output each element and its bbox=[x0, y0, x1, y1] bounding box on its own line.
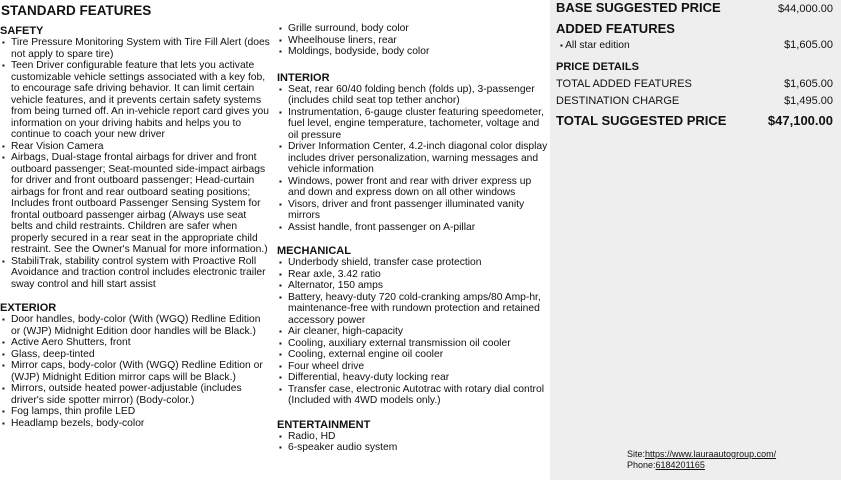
total-added-label: TOTAL ADDED FEATURES bbox=[556, 78, 692, 90]
list-item: ▪ Moldings, bodyside, body color bbox=[277, 46, 549, 58]
section-exterior bbox=[0, 302, 270, 429]
list-item: ▪ Four wheel drive bbox=[277, 361, 549, 373]
list-item: ▪ StabiliTrak, stability control system with Proactive Roll Avoidance and traction control includes electronic trailer sway control and hill start assist bbox=[0, 256, 270, 291]
feature-list bbox=[0, 37, 270, 290]
price-details-title: PRICE DETAILS bbox=[556, 61, 639, 73]
list-item: ▪ Tire Pressure Monitoring System with Tire Fill Alert (does not apply to spare tire) bbox=[0, 37, 270, 60]
added-item-row bbox=[556, 39, 833, 51]
list-item: ▪ 6-speaker audio system bbox=[277, 442, 549, 454]
list-item: ▪ Rear axle, 3.42 ratio bbox=[277, 269, 549, 281]
added-item-label: ▪ All star edition bbox=[556, 40, 630, 51]
section-title: EXTERIOR bbox=[0, 302, 57, 314]
pricing-panel bbox=[550, 0, 841, 480]
list-item: ▪ Cooling, auxiliary external transmission oil cooler bbox=[277, 338, 549, 350]
total-price-label: TOTAL SUGGESTED PRICE bbox=[556, 113, 727, 128]
list-item: ▪ Airbags, Dual-stage frontal airbags for driver and front outboard passenger; Seat-mounted side-impact airbags for driver and front outboard passenger; Head-curtain airbags for front and rear outboard seating positions; Includes front outboard Passenger Sensing System for frontal outboard passenger airbag (Always use seat belts and child restraints. Children are safer when properly secured in a rear seat in the appropriate child restraint. See the Owner's Manual for more information.) bbox=[0, 152, 270, 256]
price-details-heading bbox=[556, 61, 833, 73]
destination-row bbox=[556, 95, 833, 107]
section-title: ENTERTAINMENT bbox=[277, 418, 371, 431]
list-item: ▪ Glass, deep-tinted bbox=[0, 349, 270, 361]
list-item: ▪ Windows, power front and rear with driver express up and down and express down on all other windows bbox=[277, 176, 549, 199]
added-features-heading bbox=[556, 21, 833, 36]
total-added-value: $1,605.00 bbox=[784, 78, 833, 90]
list-item: ▪ Door handles, body-color (With (WGQ) Redline Edition or (WJP) Midnight Edition door handles will be Black.) bbox=[0, 314, 270, 337]
total-price-row bbox=[556, 113, 833, 128]
site-line bbox=[627, 449, 776, 459]
list-item: ▪ Teen Driver configurable feature that lets you activate customizable vehicle settings associated with a key fob, to encourage safe driving behavior. It can limit certain vehicle features, and it prevents certain safety systems from being turned off. An in-vehicle report card gives you information on your driving habits and helps you to continue to coach your new driver bbox=[0, 60, 270, 141]
list-item: ▪ Fog lamps, thin profile LED bbox=[0, 406, 270, 418]
site-label: Site: bbox=[627, 449, 646, 459]
site-link[interactable]: https://www.lauraautogroup.com/ bbox=[645, 449, 777, 459]
feature-list bbox=[277, 257, 549, 407]
list-item: ▪ Active Aero Shutters, front bbox=[0, 337, 270, 349]
list-item: ▪ Wheelhouse liners, rear bbox=[277, 35, 549, 47]
section-title: INTERIOR bbox=[277, 71, 330, 84]
section-title: SAFETY bbox=[0, 25, 44, 37]
middle-column bbox=[277, 0, 549, 454]
list-item: ▪ Mirror caps, body-color (With (WGQ) Redline Edition or (WJP) Midnight Edition mirror caps will be Black.) bbox=[0, 360, 270, 383]
list-item: ▪ Assist handle, front passenger on A-pillar bbox=[277, 222, 549, 234]
feature-list bbox=[277, 84, 549, 234]
base-price-value: $44,000.00 bbox=[777, 3, 833, 15]
base-price-row bbox=[556, 0, 833, 15]
destination-value: $1,495.00 bbox=[784, 95, 833, 107]
list-item: ▪ Grille surround, body color bbox=[277, 23, 549, 35]
list-item: ▪ Transfer case, electronic Autotrac with rotary dial control (Included with 4WD models only.) bbox=[277, 384, 549, 407]
section-title: MECHANICAL bbox=[277, 245, 351, 257]
section-mechanical bbox=[277, 245, 549, 407]
list-item: ▪ Battery, heavy-duty 720 cold-cranking amps/80 Amp-hr, maintenance-free with rundown protection and retained accessory power bbox=[277, 292, 549, 327]
list-item: ▪ Headlamp bezels, body-color bbox=[0, 418, 270, 430]
feature-list bbox=[0, 314, 270, 429]
base-price-label: BASE SUGGESTED PRICE bbox=[556, 0, 721, 15]
list-item: ▪ Driver Information Center, 4.2-inch diagonal color display includes driver personalization, warning messages and vehicle information bbox=[277, 141, 549, 176]
list-item: ▪ Visors, driver and front passenger illuminated vanity mirrors bbox=[277, 199, 549, 222]
destination-label: DESTINATION CHARGE bbox=[556, 95, 680, 107]
section-entertainment bbox=[277, 419, 549, 454]
phone-link[interactable]: 6184201165 bbox=[655, 460, 705, 470]
list-item: ▪ Instrumentation, 6-gauge cluster featuring speedometer, fuel level, engine temperature, tachometer, voltage and oil pressure bbox=[277, 107, 549, 142]
feature-list-continued bbox=[277, 23, 549, 58]
list-item: ▪ Differential, heavy-duty locking rear bbox=[277, 372, 549, 384]
section-interior bbox=[277, 72, 549, 234]
list-item: ▪ Rear Vision Camera bbox=[0, 141, 270, 153]
list-item: ▪ Mirrors, outside heated power-adjustable (includes driver's side spotter mirror) (Body-color.) bbox=[0, 383, 270, 406]
list-item: ▪ Radio, HD bbox=[277, 431, 549, 443]
phone-label: Phone: bbox=[627, 460, 656, 470]
list-item: ▪ Cooling, external engine oil cooler bbox=[277, 349, 549, 361]
left-column bbox=[0, 0, 270, 429]
added-item-value: $1,605.00 bbox=[784, 39, 833, 51]
list-item: ▪ Air cleaner, high-capacity bbox=[277, 326, 549, 338]
section-safety bbox=[0, 25, 270, 290]
list-item: ▪ Underbody shield, transfer case protection bbox=[277, 257, 549, 269]
total-added-row bbox=[556, 78, 833, 90]
phone-line bbox=[627, 460, 705, 470]
list-item: ▪ Alternator, 150 amps bbox=[277, 280, 549, 292]
total-price-value: $47,100.00 bbox=[767, 113, 833, 128]
added-features-title: ADDED FEATURES bbox=[556, 21, 675, 36]
standard-features-title: STANDARD FEATURES bbox=[1, 3, 152, 18]
feature-list bbox=[277, 431, 549, 454]
list-item: ▪ Seat, rear 60/40 folding bench (folds up), 3-passenger (includes child seat top tether anchor) bbox=[277, 84, 549, 107]
